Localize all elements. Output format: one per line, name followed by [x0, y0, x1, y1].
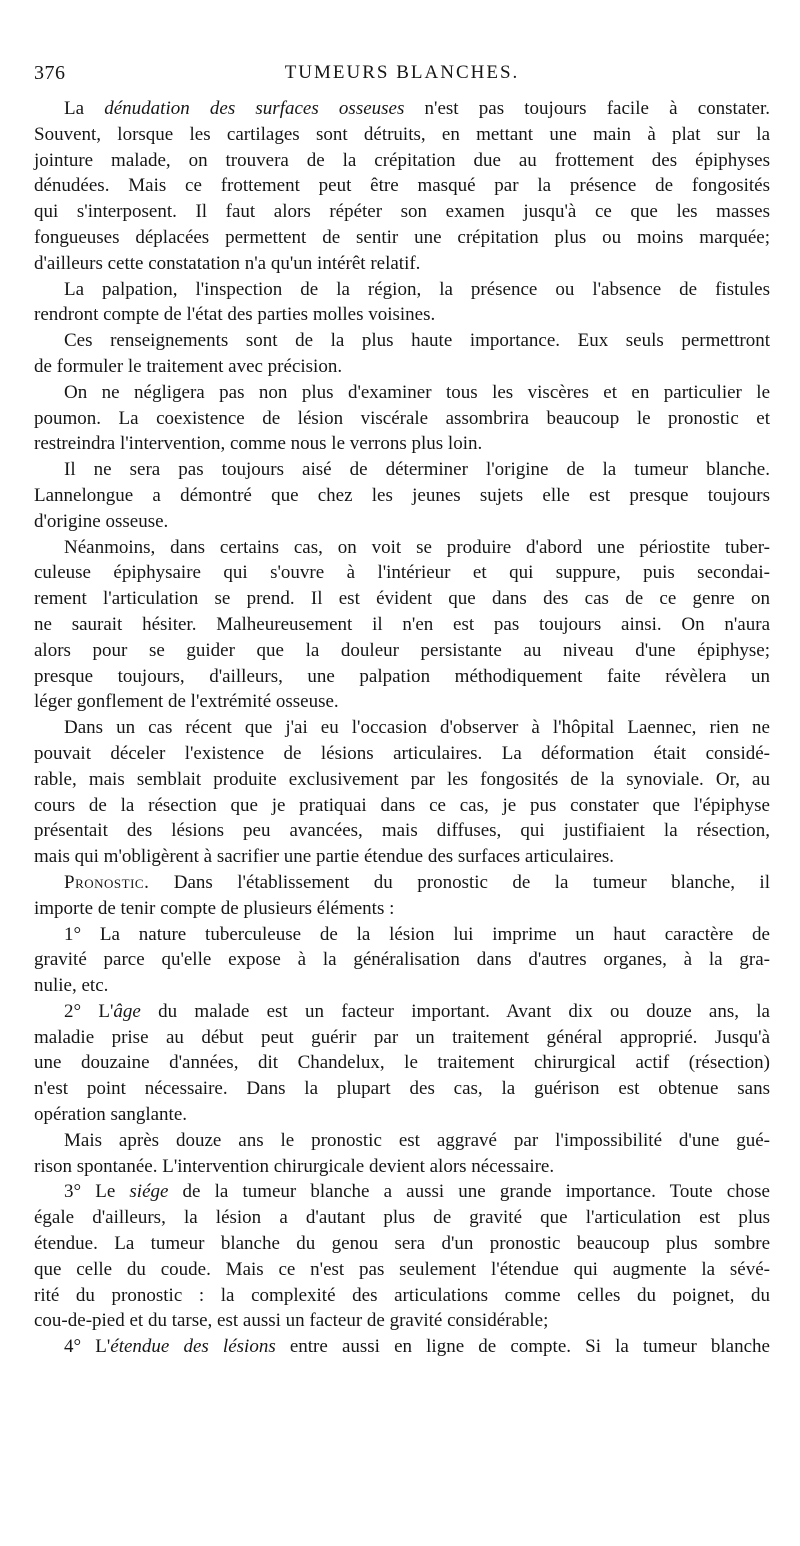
- text-line: Il ne sera pas toujours aisé de déterminer l'origine de la tumeur blanche.: [64, 459, 770, 481]
- paragraph-denudation: [34, 96, 770, 277]
- paragraph-point-2: [34, 999, 770, 1128]
- text-line: maladie prise au début peut guérir par un traitement général approprié. Jusqu'à: [34, 1026, 770, 1048]
- text-line: d'ailleurs cette constatation n'a qu'un intérêt relatif.: [34, 252, 421, 274]
- text-line: presque toujours, d'ailleurs, une palpation méthodiquement faite révèlera un: [34, 665, 770, 687]
- text-line: culeuse épiphysaire qui s'ouvre à l'intérieur et qui suppure, puis secondai-: [34, 562, 770, 584]
- text-line: importe de tenir compte de plusieurs éléments :: [34, 897, 395, 919]
- text-line: 4° L'étendue des lésions entre aussi en ligne de compte. Si la tumeur blanche: [64, 1336, 770, 1358]
- text-line: Dans un cas récent que j'ai eu l'occasion d'observer à l'hôpital Laennec, rien ne: [64, 717, 770, 739]
- text-line: alors pour se guider que la douleur persistante au niveau d'une épiphyse;: [34, 639, 770, 661]
- body-text: [34, 96, 770, 1360]
- text-line: opération sanglante.: [34, 1104, 188, 1126]
- text-line: une douzaine d'années, dit Chandelux, le traitement chirurgical actif (résection): [34, 1052, 770, 1074]
- italic-term: dénudation des surfaces osseuses: [104, 98, 405, 119]
- text-line: dénudées. Mais ce frottement peut être masqué par la présence de fongosités: [34, 175, 770, 197]
- text-line: étendue. La tumeur blanche du genou sera d'un pronostic beaucoup plus sombre: [34, 1233, 770, 1255]
- text-line: Mais après douze ans le pronostic est aggravé par l'impossibilité d'une gué-: [64, 1129, 770, 1151]
- text-line: On ne négligera pas non plus d'examiner tous les viscères et en particulier le: [64, 381, 770, 403]
- text-line: présentait des lésions peu avancées, mais diffuses, qui justifiaient la résection,: [34, 820, 770, 842]
- text-line: rité du pronostic : la complexité des articulations comme celles du poignet, du: [34, 1284, 770, 1306]
- text-line: rable, mais semblait produite exclusivement par les fongosités de la synoviale. Or, au: [34, 768, 770, 790]
- text-line: ne saurait hésiter. Malheureusement il n'en est pas toujours ainsi. On n'aura: [34, 613, 770, 635]
- text-line: poumon. La coexistence de lésion viscérale assombrira beaucoup le pronostic et: [34, 407, 770, 429]
- text-line: 3° Le siége de la tumeur blanche a aussi une grande importance. Toute chose: [64, 1181, 770, 1203]
- text-line: Lannelongue a démontré que chez les jeunes sujets elle est presque toujours: [34, 484, 770, 506]
- paragraph-point-4: [34, 1334, 770, 1360]
- text-line: cou-de-pied et du tarse, est aussi un facteur de gravité considérable;: [34, 1310, 549, 1332]
- text-line: que celle du coude. Mais ce n'est pas seulement l'étendue qui augmente la sévé-: [34, 1258, 770, 1280]
- text-line: mais qui m'obligèrent à sacrifier une partie étendue des surfaces articulaires.: [34, 846, 615, 868]
- text-line: Néanmoins, dans certains cas, on voit se produire d'abord une périostite tuber-: [64, 536, 770, 558]
- text-line: qui s'interposent. Il faut alors répéter son examen jusqu'à ce que les masses: [34, 201, 770, 223]
- text-line: léger gonflement de l'extrémité osseuse.: [34, 691, 339, 713]
- page-number: 376: [34, 62, 66, 84]
- paragraph-apres-douze-ans: [34, 1128, 770, 1180]
- paragraph-renseignements: [34, 328, 770, 380]
- paragraph-neanmoins: [34, 535, 770, 716]
- italic-term: étendue des lésions: [110, 1336, 276, 1358]
- text-line: restreindra l'intervention, comme nous le verrons plus loin.: [34, 433, 483, 455]
- section-heading: Pronostic.: [64, 871, 150, 893]
- text-line: égale d'ailleurs, la lésion a d'autant plus de gravité que l'articulation est plus: [34, 1207, 770, 1229]
- text-line: La dénudation des surfaces osseuses n'est pas toujours facile à constater.: [64, 98, 770, 119]
- text-line: rement l'articulation se prend. Il est évident que dans des cas de ce genre on: [34, 588, 770, 610]
- text-line: jointure malade, on trouvera de la crépitation due au frottement des épiphyses: [34, 149, 770, 171]
- text-line: nulie, etc.: [34, 975, 109, 997]
- text-line: de formuler le traitement avec précision.: [34, 355, 343, 377]
- text-line: cours de la résection que je pratiquai dans ce cas, je pus constater que l'épiphyse: [34, 794, 770, 816]
- text-line: d'origine osseuse.: [34, 510, 169, 532]
- paragraph-origine: [34, 457, 770, 534]
- text-line: Pronostic. Dans l'établissement du pronostic de la tumeur blanche, il: [64, 871, 770, 893]
- text-line: fongueuses déplacées permettent de sentir une crépitation plus ou moins marquée;: [34, 226, 770, 248]
- text-line: n'est point nécessaire. Dans la plupart des cas, la guérison est obtenue sans: [34, 1078, 770, 1100]
- running-title: TUMEURS BLANCHES.: [284, 62, 520, 83]
- italic-term: âge: [113, 1000, 141, 1022]
- paragraph-pronostic: [34, 870, 770, 922]
- paragraph-cas-recent: [34, 715, 770, 870]
- text-line: 2° L'âge du malade est un facteur important. Avant dix ou douze ans, la: [64, 1000, 770, 1022]
- text-line: rendront compte de l'état des parties molles voisines.: [34, 304, 436, 326]
- paragraph-visceres: [34, 380, 770, 457]
- paragraph-point-3: [34, 1179, 770, 1334]
- text-line: gravité parce qu'elle expose à la généralisation dans d'autres organes, à la gra-: [34, 949, 770, 971]
- text-line: 1° La nature tuberculeuse de la lésion lui imprime un haut caractère de: [64, 923, 770, 945]
- text-line: Souvent, lorsque les cartilages sont détruits, en mettant une main à plat sur la: [34, 123, 770, 145]
- text-line: Ces renseignements sont de la plus haute importance. Eux seuls permettront: [64, 330, 770, 352]
- page-header: [34, 62, 770, 92]
- text-line: rison spontanée. L'intervention chirurgicale devient alors nécessaire.: [34, 1155, 555, 1177]
- paragraph-palpation: [34, 277, 770, 329]
- text-line: La palpation, l'inspection de la région, la présence ou l'absence de fistules: [64, 278, 770, 300]
- text-line: pouvait déceler l'existence de lésions articulaires. La déformation était considé-: [34, 742, 770, 764]
- paragraph-point-1: [34, 922, 770, 999]
- italic-term: siége: [129, 1181, 169, 1203]
